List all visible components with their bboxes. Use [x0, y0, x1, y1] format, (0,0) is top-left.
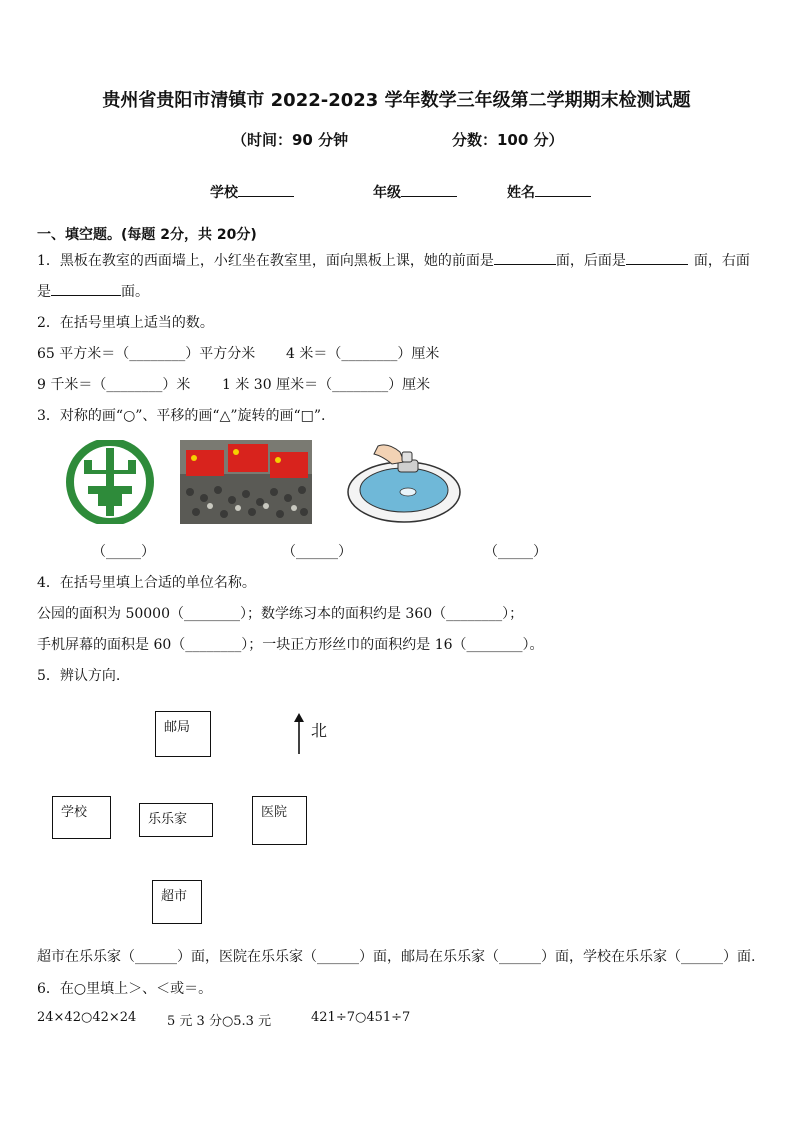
school-place-label: 学校	[61, 805, 88, 820]
q2-r2b: 1 米 30 厘米＝（________）厘米	[222, 377, 431, 393]
home-label: 乐乐家	[148, 812, 188, 827]
q3-answer-2[interactable]: （______）	[282, 544, 352, 560]
q1-text-d: 是	[37, 284, 51, 300]
q1-line2	[37, 281, 149, 301]
q3-answer-1[interactable]: （_____）	[92, 544, 155, 560]
post-office-label: 邮局	[164, 720, 191, 735]
grade-label: 年级	[373, 185, 401, 201]
faucet-basin-icon	[342, 438, 462, 526]
name-label: 姓名	[507, 185, 535, 201]
q2-r2a: 9 千米＝（________）米	[37, 377, 191, 393]
q1-blank-front[interactable]	[494, 252, 556, 265]
q4-line2: 手机屏幕的面积是 60（________）；一块正方形丝巾的面积约是 16（________）。	[37, 637, 544, 653]
exam-score: 分数：100 分）	[452, 131, 564, 149]
q6-expr-1: 24×42○42×24	[37, 1010, 137, 1025]
market-label: 超市	[161, 889, 188, 904]
q4-line1: 公园的面积为 50000（________）；数学练习本的面积约是 360（________）；	[37, 606, 524, 622]
name-blank[interactable]	[535, 184, 591, 197]
north-arrow-icon	[292, 712, 306, 756]
school-box	[52, 796, 111, 839]
school-field	[210, 182, 294, 202]
q1-blank-right[interactable]	[51, 283, 121, 296]
q3-stem: 3．对称的画“○”、平移的画“△”旋转的画“□”.	[37, 408, 326, 424]
grade-blank[interactable]	[401, 184, 457, 197]
hospital-label: 医院	[261, 805, 288, 820]
q6-expr-2: 5 元 3 分○5.3 元	[167, 1014, 272, 1029]
page-title: 贵州省贵阳市清镇市 2022-2023 学年数学三年级第二学期期末检测试题	[102, 90, 691, 111]
q3-answer-3[interactable]: （_____）	[484, 544, 547, 560]
q1-line1	[37, 250, 750, 270]
q1-text-b: 面，后面是	[555, 253, 626, 269]
q2-r1a: 65 平方米＝（________）平方分米	[37, 346, 256, 362]
q1-text-a: 1．黑板在教室的西面墙上，小红坐在教室里，面向黑板上课，她的前面是	[37, 253, 494, 269]
q1-text-e: 面。	[121, 284, 149, 300]
q1-blank-back[interactable]	[626, 252, 688, 265]
school-blank[interactable]	[238, 184, 294, 197]
q5-stem: 5．辨认方向.	[37, 668, 121, 684]
q1-text-c: 面，右面	[693, 253, 750, 269]
q2-r1b: 4 米＝（________）厘米	[286, 346, 440, 362]
bank-logo-icon	[62, 440, 158, 524]
q6-expr-3: 421÷7○451÷7	[311, 1010, 411, 1025]
name-field	[507, 182, 591, 202]
q2-stem: 2．在括号里填上适当的数。	[37, 315, 214, 331]
home-box	[139, 803, 213, 837]
post-office-box	[155, 711, 211, 757]
q6-stem: 6．在○里填上＞、＜或＝。	[37, 981, 213, 997]
grade-field	[373, 182, 457, 202]
hospital-box	[252, 796, 307, 845]
section-heading: 一、填空题。(每题 2分，共 20分)	[37, 227, 257, 243]
q4-stem: 4．在括号里填上合适的单位名称。	[37, 575, 256, 591]
flags-photo	[180, 440, 312, 524]
market-box	[152, 880, 202, 924]
school-label: 学校	[210, 185, 238, 201]
exam-time: （时间：90 分钟	[232, 131, 349, 149]
north-label: 北	[311, 721, 328, 740]
q5-answer: 超市在乐乐家（______）面，医院在乐乐家（______）面，邮局在乐乐家（______）面，学校在乐乐家（______）面.	[37, 949, 756, 965]
